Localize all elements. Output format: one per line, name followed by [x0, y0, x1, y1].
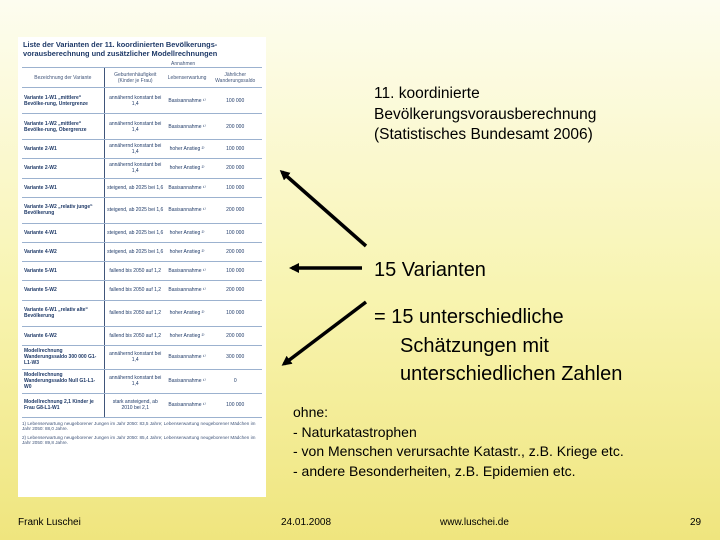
footer-author: Frank Luschei: [18, 517, 81, 528]
header-migration: Jährlicher Wanderungssaldo: [208, 68, 262, 88]
life-expectancy: hoher Anstieg ²⁾: [166, 242, 209, 261]
migration-balance: 100 000: [208, 300, 262, 326]
variants-label: 15 Varianten: [374, 259, 486, 281]
variant-name: Variante 4-W1: [22, 223, 104, 242]
life-expectancy: hoher Anstieg ²⁾: [166, 223, 209, 242]
header-life: Lebenserwartung: [166, 68, 209, 88]
arrow-to-estimates: [284, 302, 366, 364]
migration-balance: 0: [208, 369, 262, 393]
header-name: Bezeichnung der Variante: [22, 68, 104, 88]
migration-balance: 100 000: [208, 140, 262, 159]
variant-name: Variante 5-W2: [22, 281, 104, 300]
variant-name: Variante 4-W2: [22, 242, 104, 261]
variant-name: Variante 1-W2 „mittlere“ Bevölke-rung, Obergrenze: [22, 114, 104, 140]
migration-balance: 200 000: [208, 326, 262, 345]
migration-balance: 200 000: [208, 281, 262, 300]
footnote-2: 2) Lebenserwartung neugeborener Jungen im Jahr 2050: 85,4 Jahre; Lebenserwartung neugeborener Mädchen im Jahr 2050: 89,8 Jahre.: [22, 434, 256, 446]
footer-url: www.luschei.de: [440, 517, 509, 528]
arrow-to-source: [282, 172, 366, 246]
table-title: Liste der Varianten der 11. koordinierten Bevölkerungs-vorausberechnung und zusätzlicher Modellrechnungen: [23, 40, 218, 58]
ohne-title: ohne:: [293, 404, 329, 420]
birth-rate: annähernd konstant bei 1,4: [104, 114, 166, 140]
birth-rate: steigend, ab 2025 bei 1,6: [104, 242, 166, 261]
source-line-3: (Statistisches Bundesamt 2006): [374, 126, 593, 143]
migration-balance: 200 000: [208, 242, 262, 261]
life-expectancy: hoher Anstieg ²⁾: [166, 159, 209, 178]
life-expectancy: Basisannahme ¹⁾: [166, 262, 209, 281]
ohne-item-1: - Naturkatastrophen: [293, 423, 417, 440]
equals-line-1: = 15 unterschiedliche: [374, 306, 564, 328]
source-line-1: 11. koordinierte: [374, 85, 480, 102]
ohne-item-2: - von Menschen verursachte Katastr., z.B. Kriege etc.: [293, 443, 624, 459]
birth-rate: steigend, ab 2025 bei 1,6: [104, 197, 166, 223]
header-annahmen: Annahmen: [104, 61, 262, 68]
migration-balance: 200 000: [208, 197, 262, 223]
variant-name: Variante 6-W1 „relativ alte“ Bevölkerung: [22, 300, 104, 326]
footer-page-number: 29: [690, 517, 702, 528]
footer-date: 24.01.2008: [281, 517, 332, 528]
life-expectancy: Basisannahme ¹⁾: [166, 393, 209, 417]
header-birth: Geburtenhäufigkeit (Kinder je Frau): [104, 68, 166, 88]
source-line-2: Bevölkerungsvorausberechnung: [374, 105, 597, 123]
birth-rate: annähernd konstant bei 1,4: [104, 88, 166, 114]
migration-balance: 100 000: [208, 88, 262, 114]
variant-name: Variante 1-W1 „mittlere“ Bevölke-rung, Untergrenze: [22, 88, 104, 114]
migration-balance: 200 000: [208, 114, 262, 140]
life-expectancy: Basisannahme ¹⁾: [166, 88, 209, 114]
migration-balance: 100 000: [208, 178, 262, 197]
birth-rate: annähernd konstant bei 1,4: [104, 159, 166, 178]
variant-name: Modellrechnung Wanderungssaldo Null G1-L1-W0: [22, 369, 104, 393]
variant-name: Variante 3-W1: [22, 178, 104, 197]
equals-line-3: unterschiedlichen Zahlen: [400, 363, 623, 385]
migration-balance: 100 000: [208, 262, 262, 281]
life-expectancy: Basisannahme ¹⁾: [166, 178, 209, 197]
variant-name: Modellrechnung Wanderungssaldo 300 000 G1-L1-W3: [22, 345, 104, 369]
life-expectancy: Basisannahme ¹⁾: [166, 369, 209, 393]
birth-rate: annähernd konstant bei 1,4: [104, 369, 166, 393]
birth-rate: fallend bis 2050 auf 1,2: [104, 262, 166, 281]
ohne-item-3: - andere Besonderheiten, z.B. Epidemien etc.: [293, 462, 576, 479]
variant-name: Variante 5-W1: [22, 262, 104, 281]
migration-balance: 100 000: [208, 223, 262, 242]
life-expectancy: Basisannahme ¹⁾: [166, 197, 209, 223]
footnote-1: 1) Lebenserwartung neugeborener Jungen im Jahr 2050: 83,5 Jahre; Lebenserwartung neugeborener Mädchen im Jahr 2050: 88,0 Jahre.: [22, 420, 256, 432]
birth-rate: annähernd konstant bei 1,4: [104, 345, 166, 369]
birth-rate: fallend bis 2050 auf 1,2: [104, 281, 166, 300]
birth-rate: fallend bis 2050 auf 1,2: [104, 300, 166, 326]
life-expectancy: hoher Anstieg ²⁾: [166, 326, 209, 345]
life-expectancy: Basisannahme ¹⁾: [166, 114, 209, 140]
life-expectancy: hoher Anstieg ²⁾: [166, 300, 209, 326]
variant-name: Variante 3-W2 „relativ junge“ Bevölkerung: [22, 197, 104, 223]
migration-balance: 300 000: [208, 345, 262, 369]
birth-rate: steigend, ab 2025 bei 1,6: [104, 178, 166, 197]
life-expectancy: hoher Anstieg ²⁾: [166, 140, 209, 159]
variant-name: Variante 2-W1: [22, 140, 104, 159]
migration-balance: 100 000: [208, 393, 262, 417]
birth-rate: annähernd konstant bei 1,4: [104, 140, 166, 159]
birth-rate: steigend, ab 2025 bei 1,6: [104, 223, 166, 242]
life-expectancy: Basisannahme ¹⁾: [166, 281, 209, 300]
birth-rate: fallend bis 2050 auf 1,2: [104, 326, 166, 345]
variant-name: Variante 2-W2: [22, 159, 104, 178]
migration-balance: 200 000: [208, 159, 262, 178]
life-expectancy: Basisannahme ¹⁾: [166, 345, 209, 369]
equals-line-2: Schätzungen mit: [400, 334, 549, 357]
variant-name: Variante 6-W2: [22, 326, 104, 345]
birth-rate: stark ansteigend, ab 2010 bei 2,1: [104, 393, 166, 417]
variant-name: Modellrechnung 2,1 Kinder je Frau G8-L1-W1: [22, 393, 104, 417]
